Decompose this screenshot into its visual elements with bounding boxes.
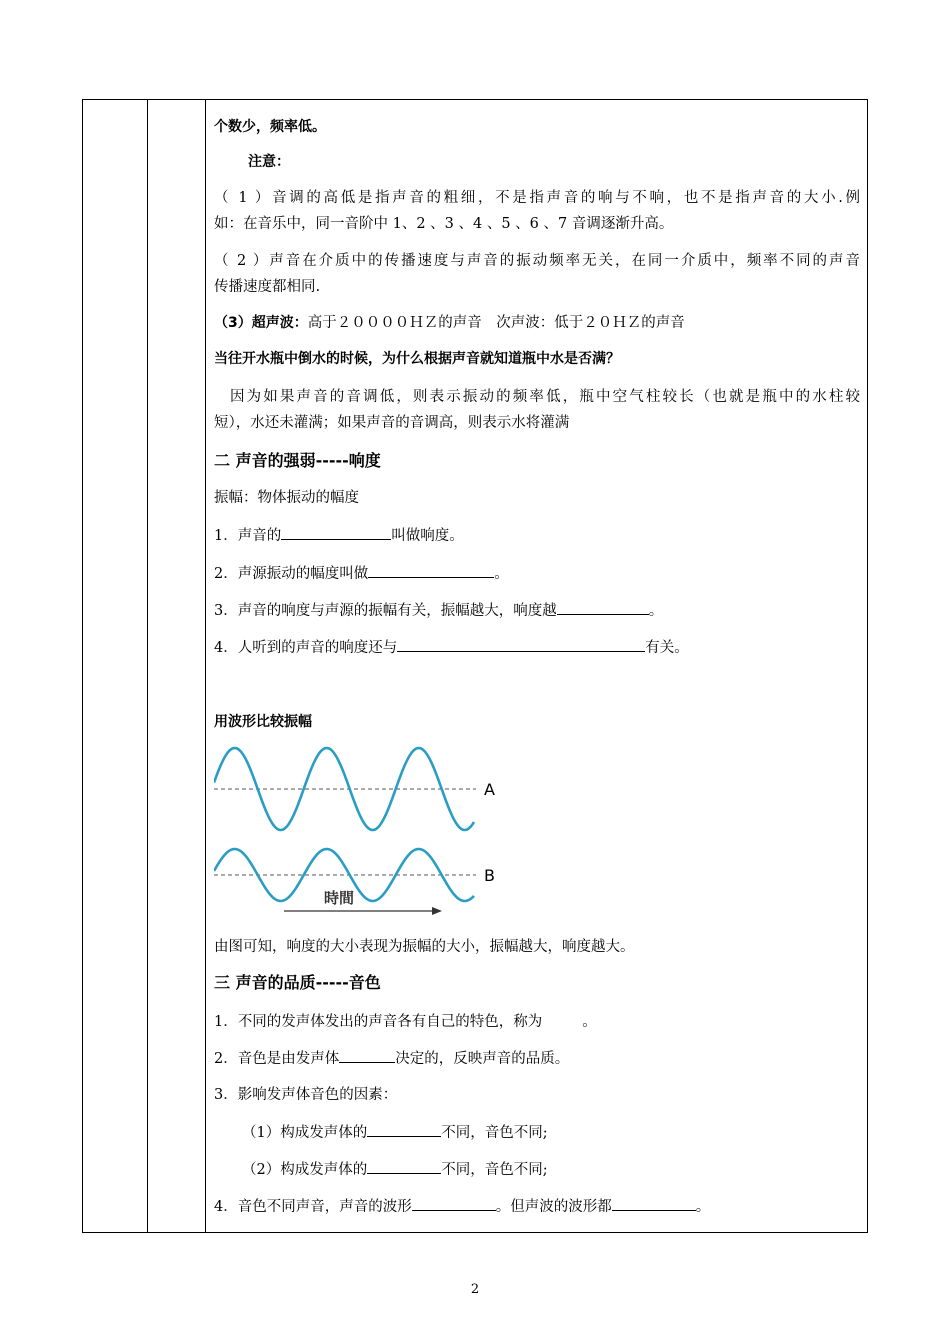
item-text: 。 xyxy=(494,566,509,582)
text-line: 3．影响发声体音色的因素： xyxy=(214,1087,398,1103)
item-text: 4．人听到的声音的响度还与 xyxy=(214,640,398,656)
answer-blank[interactable] xyxy=(339,1048,395,1063)
fill-item xyxy=(242,1122,548,1143)
waveform-figure xyxy=(214,745,514,920)
fill-item xyxy=(214,1012,597,1032)
item-text: 2．音色是由发声体 xyxy=(214,1051,340,1067)
label-a: A xyxy=(484,780,495,799)
table-column-divider xyxy=(147,100,148,1232)
question: 当往开水瓶中倒水的时候，为什么根据声音就知道瓶中水是否满？ xyxy=(214,351,620,367)
fill-item xyxy=(214,1048,569,1069)
conclusion: 由图可知，响度的大小表现为振幅的大小，振幅越大，响度越大。 xyxy=(214,939,635,955)
section-heading: 三 声音的品质-----音色 xyxy=(214,973,381,992)
note-title: 注意： xyxy=(248,154,290,170)
item-text: （2）构成发声体的 xyxy=(242,1162,368,1178)
item-text: 3．声音的响度与声源的振幅有关，振幅越大，响度越 xyxy=(214,603,557,619)
item-text: 。 xyxy=(582,1014,597,1030)
item-text: （1）构成发声体的 xyxy=(242,1125,368,1141)
item-text: 。 xyxy=(648,603,664,619)
text-line: （ 2 ）声音在介质中的传播速度与声音的振动频率无关，在同一介质中，频率不同的声音 xyxy=(214,253,860,269)
figure-title: 用波形比较振幅 xyxy=(214,714,312,730)
answer-blank[interactable] xyxy=(367,1122,441,1137)
arrow-head xyxy=(432,907,442,915)
answer-blank[interactable] xyxy=(367,1159,441,1174)
answer-blank[interactable] xyxy=(397,637,645,652)
item-text: 不同，音色不同; xyxy=(441,1162,548,1178)
label-b: B xyxy=(484,866,495,885)
text-line: 个数少，频率低。 xyxy=(214,119,326,135)
item-text: 决定的，反映声音的品质。 xyxy=(395,1051,570,1067)
answer-blank[interactable] xyxy=(281,525,391,540)
fill-item xyxy=(242,1159,548,1180)
answer-line: 短），水还未灌满；如果声音的音调高，则表示水将灌满 xyxy=(214,415,570,431)
item-text: 。 xyxy=(695,1199,711,1215)
ultrasound-label: （3）超声波： xyxy=(214,315,308,331)
answer-blank[interactable] xyxy=(368,563,494,578)
answer-blank[interactable] xyxy=(412,1196,496,1211)
item-text: 。但声波的波形都 xyxy=(495,1199,612,1215)
table-column-divider xyxy=(205,100,206,1232)
item-text: 4．音色不同声音，声音的波形 xyxy=(214,1199,412,1215)
item-text: 叫做响度。 xyxy=(391,528,464,544)
section-heading: 二 声音的强弱-----响度 xyxy=(214,451,381,470)
item-text: 2．声源振动的幅度叫做 xyxy=(214,566,369,582)
fill-item xyxy=(214,525,464,546)
fill-item xyxy=(214,1196,710,1217)
page-number: 2 xyxy=(470,1282,480,1297)
time-axis-label: 時間 xyxy=(324,889,355,907)
text-line: 传播速度都相同. xyxy=(214,279,321,295)
text-line: （ 1 ）音调的高低是指声音的粗细，不是指声音的响与不响，也不是指声音的大小.例 xyxy=(214,190,860,206)
text-line: 振幅：物体振动的幅度 xyxy=(214,490,359,506)
answer-line: 因为如果声音的音调低，则表示振动的频率低，瓶中空气柱较长（也就是瓶中的水柱较 xyxy=(230,389,860,405)
ultrasound-text: 高于２００００ＨＺ的声音 次声波：低于２０ＨＺ的声音 xyxy=(307,315,685,331)
item-text: 1．声音的 xyxy=(214,528,282,544)
answer-blank[interactable] xyxy=(612,1196,696,1211)
fill-item xyxy=(214,600,663,621)
item-text: 有关。 xyxy=(645,640,689,656)
item-text: 1．不同的发声体发出的声音各有自己的特色，称为 xyxy=(214,1014,543,1030)
fill-item xyxy=(214,637,689,658)
ultrasound-line xyxy=(214,313,685,333)
text-line: 如：在音乐中，同一音阶中 1、2 、3 、4 、5 、6 、7 音调逐渐升高。 xyxy=(214,216,674,232)
item-text: 不同，音色不同; xyxy=(441,1125,548,1141)
answer-blank[interactable] xyxy=(557,600,649,615)
fill-item xyxy=(214,563,509,584)
